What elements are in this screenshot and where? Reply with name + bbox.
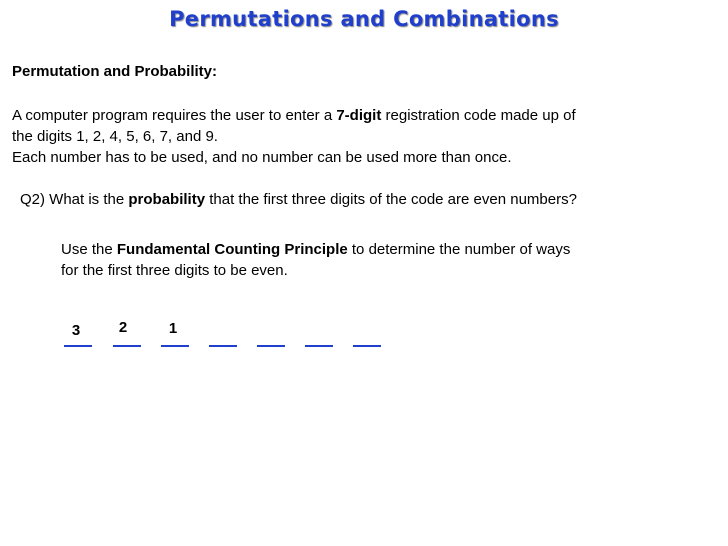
instruction-line-1-bold: Fundamental Counting Principle [116,241,348,258]
problem-line-1-bold: 7-digit [336,107,382,124]
problem-line-2: the digits 1, 2, 4, 5, 6, 7, and 9. [12,128,218,145]
digit-slot-line-5 [257,345,285,347]
question-text-b: that the first three digits of the code are even numbers? [205,191,577,208]
instruction-line-2: for the first three digits to be even. [61,262,288,279]
problem-line-1-text-a: A computer program requires the user to enter a [12,107,337,124]
instruction-line-1-text-a: Use the [61,241,117,258]
digit-slot-line-3 [161,345,189,347]
digit-slot-line-4 [209,345,237,347]
question-text-a: Q2) What is the [20,191,129,208]
section-heading: Permutation and Probability: [12,63,218,80]
digit-slot-line-1 [64,345,92,347]
question-bold: probability [128,191,206,208]
digit-slot-value-1: 3 [71,322,81,339]
digit-slot-value-3: 1 [168,320,178,337]
slide-title: Permutations and Combinations [169,7,559,31]
instruction-line-1-text-b: to determine the number of ways [347,241,571,258]
problem-line-1-text-b: registration code made up of [381,107,576,124]
digit-slot-line-2 [113,345,141,347]
digit-slot-line-6 [305,345,333,347]
digit-slot-line-7 [353,345,381,347]
digit-slot-value-2: 2 [118,319,128,336]
problem-line-3: Each number has to be used, and no number can be used more than once. [12,149,512,166]
